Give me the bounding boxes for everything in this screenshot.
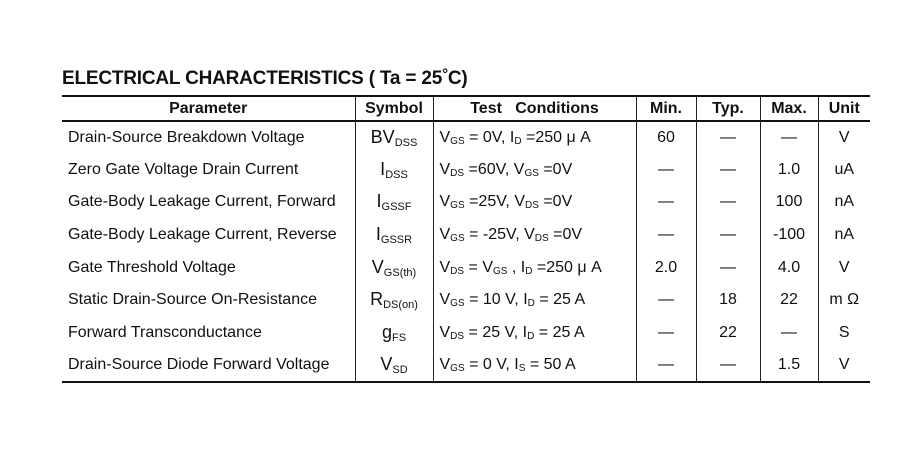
condition-subscript: GS xyxy=(450,135,465,147)
condition-var: I xyxy=(520,258,526,276)
symbol-subscript: SD xyxy=(392,363,408,376)
table-title xyxy=(62,66,468,90)
symbol-subscript: DSS xyxy=(394,136,418,149)
min-cell: — xyxy=(636,317,696,350)
symbol-cell xyxy=(355,121,433,154)
condition-var: V xyxy=(482,258,493,276)
condition-var: V xyxy=(439,258,451,276)
header-row xyxy=(62,96,870,121)
condition-var: V xyxy=(514,193,525,211)
symbol-cell xyxy=(355,349,433,382)
unit-cell: V xyxy=(818,349,870,382)
symbol-cell xyxy=(355,154,433,187)
header-symbol: Symbol xyxy=(355,96,433,121)
table-row xyxy=(62,317,870,350)
max-cell: — xyxy=(760,317,818,350)
symbol-main: I xyxy=(376,191,382,212)
symbol-main: R xyxy=(370,289,384,310)
condition-var: V xyxy=(439,160,451,178)
parameter-cell: Drain-Source Breakdown Voltage xyxy=(62,121,355,154)
header-typ: Typ. xyxy=(696,96,760,121)
symbol-main: V xyxy=(371,256,384,277)
typ-cell: — xyxy=(696,186,760,219)
parameter-cell: Gate-Body Leakage Current, Reverse xyxy=(62,219,355,252)
condition-value: =0V xyxy=(548,226,583,244)
condition-var: V xyxy=(439,226,451,244)
condition-var: V xyxy=(439,128,451,146)
unit-cell: V xyxy=(818,121,870,154)
condition-subscript: DS xyxy=(450,167,465,179)
unit-cell: nA xyxy=(818,186,870,219)
symbol-main: g xyxy=(381,321,392,342)
unit-cell: uA xyxy=(818,154,870,187)
min-cell: 2.0 xyxy=(636,251,696,284)
condition-var: V xyxy=(439,291,451,309)
parameter-cell: Drain-Source Diode Forward Voltage xyxy=(62,349,355,382)
condition-subscript: DS xyxy=(450,330,465,342)
condition-cell xyxy=(433,251,636,284)
condition-var: I xyxy=(523,291,528,309)
symbol-subscript: FS xyxy=(391,331,407,344)
symbol-cell xyxy=(355,251,433,284)
max-cell: -100 xyxy=(760,219,818,252)
condition-value: = 25 A xyxy=(534,323,585,341)
header-parameter: Parameter xyxy=(62,96,355,121)
typ-cell: — xyxy=(696,251,760,284)
table-row xyxy=(62,349,870,382)
condition-subscript: DS xyxy=(534,233,549,245)
parameter-cell: Forward Transconductance xyxy=(62,317,355,350)
condition-var: I xyxy=(509,128,515,146)
typ-cell: — xyxy=(696,154,760,187)
condition-subscript: D xyxy=(527,330,535,342)
condition-value: , xyxy=(507,258,521,276)
condition-value: = 50 A xyxy=(525,355,576,373)
condition-var: V xyxy=(513,160,525,178)
condition-value: =60V, xyxy=(464,160,514,178)
condition-cell xyxy=(433,317,636,350)
max-cell: 22 xyxy=(760,284,818,317)
typ-cell: — xyxy=(696,349,760,382)
condition-cell xyxy=(433,186,636,219)
condition-value: =250 μ A xyxy=(532,258,602,276)
condition-value: = 10 V, xyxy=(464,291,524,309)
typ-cell: 22 xyxy=(696,317,760,350)
condition-subscript: GS xyxy=(524,167,539,179)
condition-subscript: D xyxy=(525,265,533,277)
condition-subscript: GS xyxy=(450,362,465,374)
condition-var: V xyxy=(439,323,451,341)
condition-value: =250 μ A xyxy=(521,128,591,146)
symbol-main: I xyxy=(380,158,386,179)
condition-value: = 25 V, xyxy=(464,323,523,341)
condition-subscript: GS xyxy=(492,265,508,277)
symbol-main: I xyxy=(375,224,381,245)
table-row xyxy=(62,186,870,219)
symbol-subscript: GSSF xyxy=(381,201,412,214)
min-cell: 60 xyxy=(636,121,696,154)
min-cell: — xyxy=(636,186,696,219)
symbol-cell xyxy=(355,317,433,350)
condition-subscript: GS xyxy=(450,200,465,212)
max-cell: 1.0 xyxy=(760,154,818,187)
condition-subscript: GS xyxy=(450,298,465,310)
table-row xyxy=(62,154,870,187)
header-unit: Unit xyxy=(818,96,870,121)
condition-value: = 25 A xyxy=(534,291,586,309)
symbol-cell xyxy=(355,219,433,252)
condition-cell xyxy=(433,284,636,317)
condition-value: = 0 V, xyxy=(464,355,515,373)
typ-cell: — xyxy=(696,121,760,154)
min-cell: — xyxy=(636,219,696,252)
condition-var: I xyxy=(514,355,519,373)
symbol-cell xyxy=(355,186,433,219)
symbol-subscript: GSSR xyxy=(380,234,413,247)
symbol-subscript: DSS xyxy=(385,168,408,181)
max-cell: 4.0 xyxy=(760,251,818,284)
condition-cell xyxy=(433,349,636,382)
header-min: Min. xyxy=(636,96,696,121)
unit-cell: nA xyxy=(818,219,870,252)
title-main: ELECTRICAL CHARACTERISTICS ( Ta = 25 xyxy=(62,68,443,89)
condition-value: =25V, xyxy=(464,193,515,211)
condition-cell xyxy=(433,219,636,252)
parameter-cell: Gate-Body Leakage Current, Forward xyxy=(62,186,355,219)
condition-cell xyxy=(433,121,636,154)
max-cell: 1.5 xyxy=(760,349,818,382)
condition-value: = 0V, xyxy=(464,128,510,146)
condition-subscript: GS xyxy=(450,233,465,245)
condition-subscript: D xyxy=(527,298,535,310)
condition-var: I xyxy=(522,323,528,341)
min-cell: — xyxy=(636,349,696,382)
title-tail: C) xyxy=(447,68,468,89)
symbol-cell xyxy=(355,284,433,317)
condition-subscript: S xyxy=(518,362,526,374)
condition-value: = xyxy=(464,258,483,276)
min-cell: — xyxy=(636,284,696,317)
condition-subscript: DS xyxy=(524,200,539,212)
header-max: Max. xyxy=(760,96,818,121)
parameter-cell: Zero Gate Voltage Drain Current xyxy=(62,154,355,187)
table-row xyxy=(62,284,870,317)
condition-cell xyxy=(433,154,636,187)
symbol-main: BV xyxy=(370,126,395,147)
symbol-subscript: DS(on) xyxy=(383,299,418,312)
condition-value: = -25V, xyxy=(464,226,525,244)
table-row xyxy=(62,219,870,252)
table-row xyxy=(62,251,870,284)
min-cell: — xyxy=(636,154,696,187)
max-cell: 100 xyxy=(760,186,818,219)
unit-cell: m Ω xyxy=(818,284,870,317)
electrical-characteristics-table xyxy=(62,95,870,383)
typ-cell: 18 xyxy=(696,284,760,317)
symbol-main: V xyxy=(380,353,393,374)
header-conditions: Test Conditions xyxy=(433,96,636,121)
condition-subscript: DS xyxy=(450,265,465,277)
unit-cell: V xyxy=(818,251,870,284)
condition-var: V xyxy=(439,193,451,211)
max-cell: — xyxy=(760,121,818,154)
condition-var: V xyxy=(439,355,451,373)
condition-value: =0V xyxy=(538,193,573,211)
condition-var: V xyxy=(524,226,535,244)
condition-subscript: D xyxy=(514,135,522,147)
condition-value: =0V xyxy=(538,160,573,178)
table-body xyxy=(62,121,870,382)
degree-sign: ° xyxy=(442,66,448,83)
typ-cell: — xyxy=(696,219,760,252)
parameter-cell: Gate Threshold Voltage xyxy=(62,251,355,284)
unit-cell: S xyxy=(818,317,870,350)
parameter-cell: Static Drain-Source On-Resistance xyxy=(62,284,355,317)
table-row xyxy=(62,121,870,154)
symbol-subscript: GS(th) xyxy=(383,266,417,279)
